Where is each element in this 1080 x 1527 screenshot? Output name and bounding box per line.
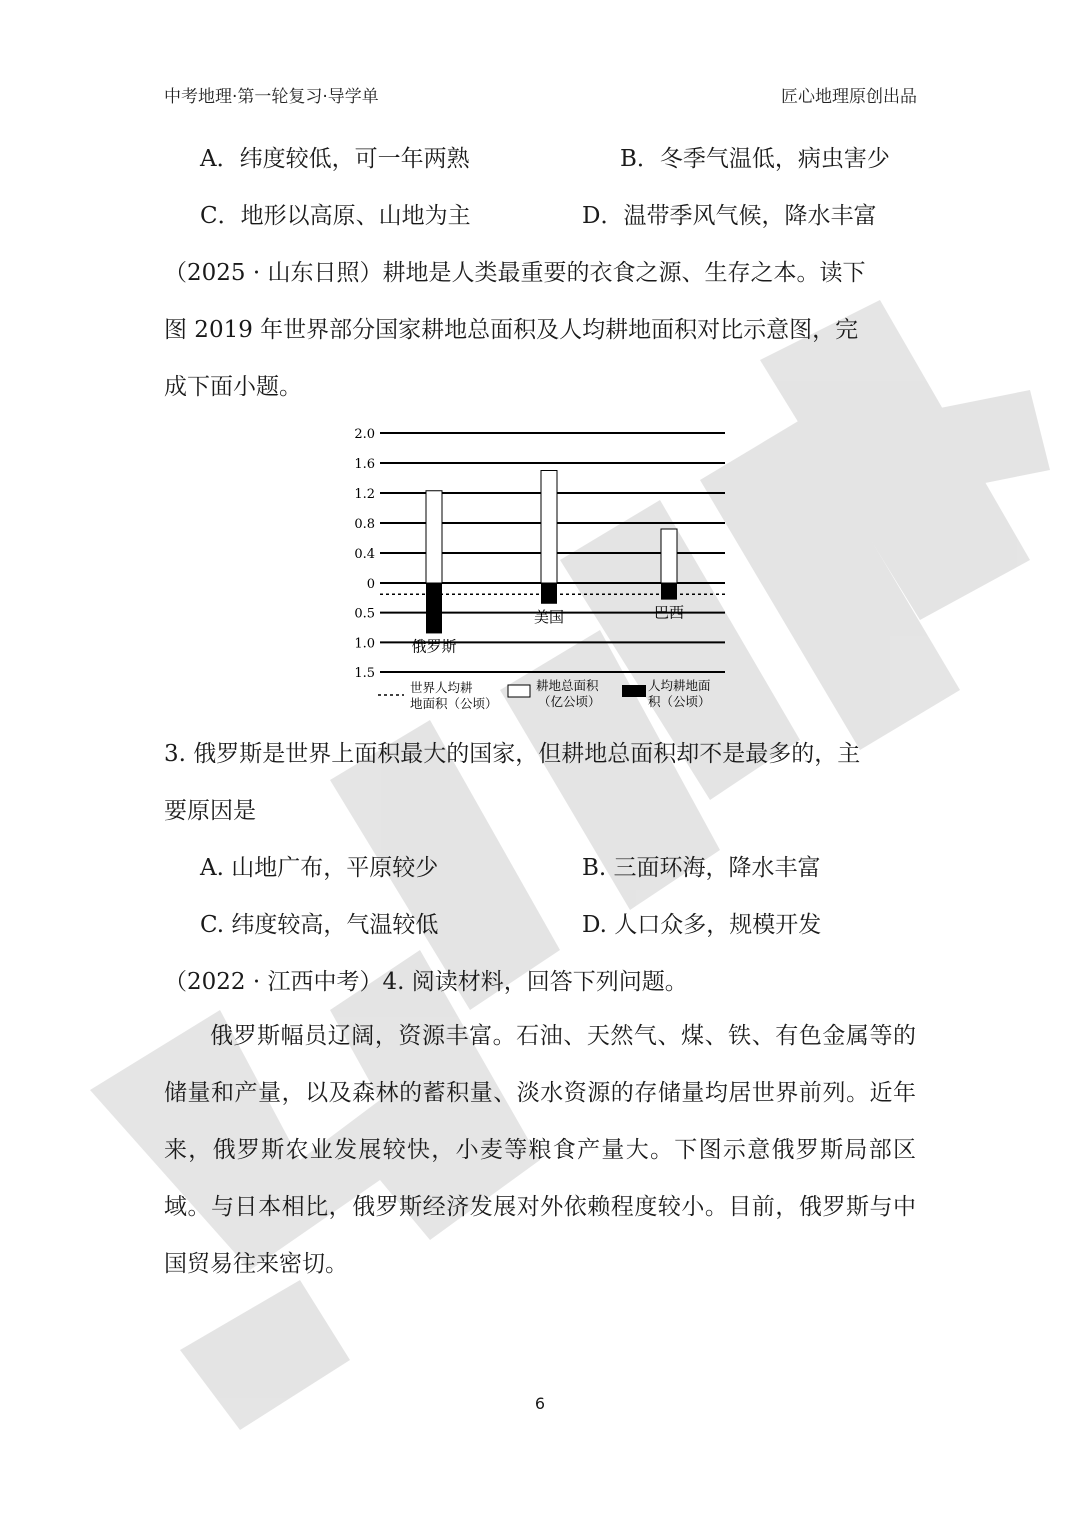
legend-ref-label-2: 地面积（公顷）: [410, 696, 498, 711]
bar-total-0: [426, 491, 442, 583]
bar-percap-1: [541, 583, 557, 604]
tick-label-upper-3: 0.8: [354, 517, 375, 532]
intro-line-2: 图 2019 年世界部分国家耕地总面积及人均耕地面积对比示意图，完: [164, 317, 859, 343]
bar-total-2: [661, 529, 677, 583]
q3-option-b: B. 三面环海，降水丰富: [582, 855, 821, 881]
legend-percap-swatch: [622, 685, 646, 697]
category-label-0: 俄罗斯: [411, 637, 457, 656]
q3-option-a: A. 山地广布，平原较少: [200, 855, 439, 881]
category-label-1: 美国: [533, 607, 565, 626]
legend-percap-label-1: 人均耕地面: [648, 678, 711, 693]
farmland-chart: [340, 420, 740, 720]
tick-label-upper-5: 0: [366, 577, 375, 592]
page-number: 6: [534, 1394, 546, 1413]
legend-percap-label-2: 积（公顷）: [648, 694, 711, 709]
legend-total-label-2: （亿公顷）: [538, 694, 601, 709]
tick-label-lower-0: 0.5: [354, 606, 375, 622]
q3-stem-line-1: 3. 俄罗斯是世界上面积最大的国家，但耕地总面积却不是最多的，主: [164, 741, 861, 767]
prev-option-b: B．冬季气温低，病虫害少: [620, 146, 890, 172]
tick-label-upper-4: 0.4: [354, 547, 375, 562]
bar-percap-2: [661, 583, 677, 600]
tick-label-upper-2: 1.2: [354, 487, 375, 502]
intro-line-3: 成下面小题。: [164, 374, 302, 400]
legend-total-swatch: [508, 685, 530, 697]
legend-total-label-1: 耕地总面积: [536, 678, 599, 693]
bar-total-1: [541, 471, 557, 584]
tick-label-lower-2: 1.5: [354, 666, 375, 681]
tick-label-upper-1: 1.6: [354, 457, 375, 472]
header-left: 中考地理·第一轮复习·导学单: [164, 87, 379, 107]
q3-option-c: C. 纬度较高，气温较低: [200, 912, 439, 938]
tick-label-upper-0: 2.0: [354, 427, 375, 442]
prev-option-d: D．温带季风气候，降水丰富: [582, 203, 877, 229]
chart-legend: [378, 678, 711, 711]
prev-option-a: A．纬度较低，可一年两熟: [200, 146, 470, 172]
prev-option-c: C．地形以高原、山地为主: [200, 203, 471, 229]
q4-material: 俄罗斯幅员辽阔，资源丰富。石油、天然气、煤、铁、有色金属等的储量和产量，以及森林的蓄积量、淡水资源的存储量均居世界前列。近年来，俄罗斯农业发展较快，小麦等粮食产量大。下图示意俄罗斯局部区域。与日本相比，俄罗斯经济发展对外依赖程度较小。目前，俄罗斯与中国贸易往来密切。: [164, 1023, 916, 1277]
header-right: 匠心地理原创出品: [781, 87, 917, 107]
category-label-2: 巴西: [653, 603, 685, 622]
intro-line-1: （2025 · 山东日照）耕地是人类最重要的衣食之源、生存之本。读下: [164, 260, 866, 286]
q3-option-d: D. 人口众多，规模开发: [582, 912, 822, 938]
tick-label-lower-1: 1.0: [354, 636, 375, 652]
q4-stem: （2022 · 江西中考）4. 阅读材料，回答下列问题。: [164, 969, 688, 995]
bar-percap-0: [426, 583, 442, 633]
legend-ref-label-1: 世界人均耕: [410, 680, 473, 695]
q3-stem-line-2: 要原因是: [164, 798, 256, 824]
